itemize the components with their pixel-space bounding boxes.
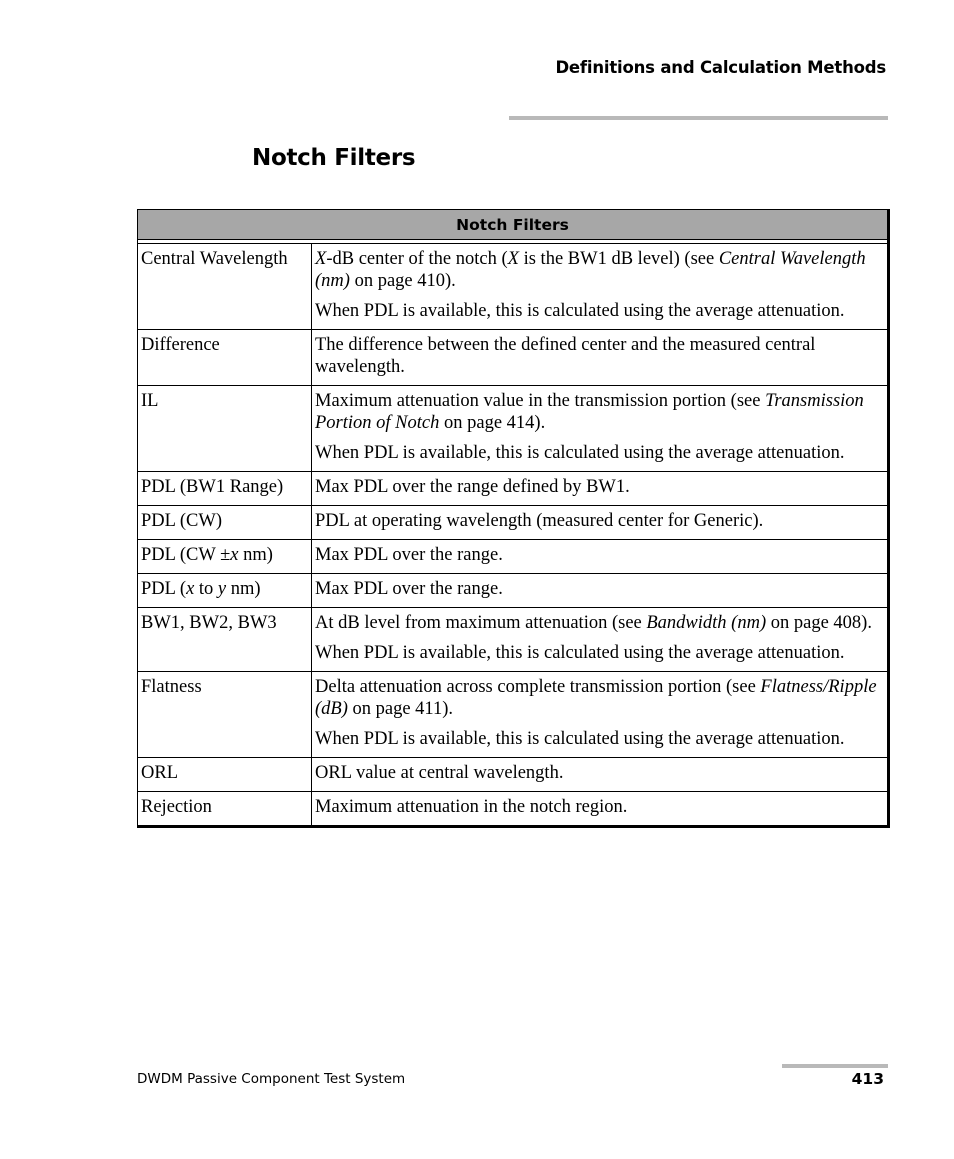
description-cell <box>312 386 889 472</box>
running-header-title: Definitions and Calculation Methods <box>555 58 886 77</box>
table-header: Notch Filters <box>138 210 889 240</box>
term-cell: Central Wavelength <box>138 244 312 330</box>
description-cell <box>312 672 889 758</box>
table-row <box>138 792 889 827</box>
table-body <box>138 240 889 827</box>
table-row <box>138 608 889 672</box>
description-paragraph: When PDL is available, this is calculated using the average attenuation. <box>315 443 845 463</box>
description-paragraph: PDL at operating wavelength (measured center for Generic). <box>315 511 764 531</box>
term-cell: PDL (CW ±x nm) <box>138 540 312 574</box>
description-cell <box>312 608 889 672</box>
table-row <box>138 244 889 330</box>
footer-rule <box>782 1064 888 1068</box>
table-row <box>138 506 889 540</box>
description-cell <box>312 244 889 330</box>
header-rule <box>509 116 888 120</box>
description-cell <box>312 540 889 574</box>
description-paragraph: Maximum attenuation in the notch region. <box>315 797 628 817</box>
page-number: 413 <box>851 1070 884 1088</box>
table-row <box>138 472 889 506</box>
description-paragraph: The difference between the defined center and the measured central wavelength. <box>315 335 816 377</box>
table-row <box>138 574 889 608</box>
table-row <box>138 540 889 574</box>
description-cell <box>312 792 889 827</box>
description-paragraph: X-dB center of the notch (X is the BW1 dB level) (see Central Wavelength (nm) on page 410). <box>315 249 866 291</box>
description-cell <box>312 330 889 386</box>
term-cell: Rejection <box>138 792 312 827</box>
term-cell: PDL (CW) <box>138 506 312 540</box>
description-paragraph: Delta attenuation across complete transmission portion (see Flatness/Ripple (dB) on page 411). <box>315 677 877 719</box>
section-title: Notch Filters <box>252 145 416 171</box>
term-cell: ORL <box>138 758 312 792</box>
term-cell: BW1, BW2, BW3 <box>138 608 312 672</box>
table-row <box>138 330 889 386</box>
description-paragraph: When PDL is available, this is calculated using the average attenuation. <box>315 301 845 321</box>
description-paragraph: At dB level from maximum attenuation (see Bandwidth (nm) on page 408). <box>315 613 872 633</box>
description-cell <box>312 758 889 792</box>
description-paragraph: Max PDL over the range defined by BW1. <box>315 477 630 497</box>
description-paragraph: When PDL is available, this is calculated using the average attenuation. <box>315 643 845 663</box>
term-cell: IL <box>138 386 312 472</box>
table-row <box>138 672 889 758</box>
description-paragraph: Max PDL over the range. <box>315 579 503 599</box>
description-cell <box>312 574 889 608</box>
description-paragraph: ORL value at central wavelength. <box>315 763 564 783</box>
description-paragraph: Maximum attenuation value in the transmission portion (see Transmission Portion of Notch on page 414). <box>315 391 864 433</box>
definitions-table <box>137 209 890 828</box>
description-cell <box>312 506 889 540</box>
term-cell: Difference <box>138 330 312 386</box>
footer-product-name: DWDM Passive Component Test System <box>137 1071 406 1087</box>
table-row <box>138 386 889 472</box>
term-cell: PDL (x to y nm) <box>138 574 312 608</box>
table-row <box>138 758 889 792</box>
term-cell: Flatness <box>138 672 312 758</box>
description-paragraph: When PDL is available, this is calculated using the average attenuation. <box>315 729 845 749</box>
description-paragraph: Max PDL over the range. <box>315 545 503 565</box>
description-cell <box>312 472 889 506</box>
term-cell: PDL (BW1 Range) <box>138 472 312 506</box>
